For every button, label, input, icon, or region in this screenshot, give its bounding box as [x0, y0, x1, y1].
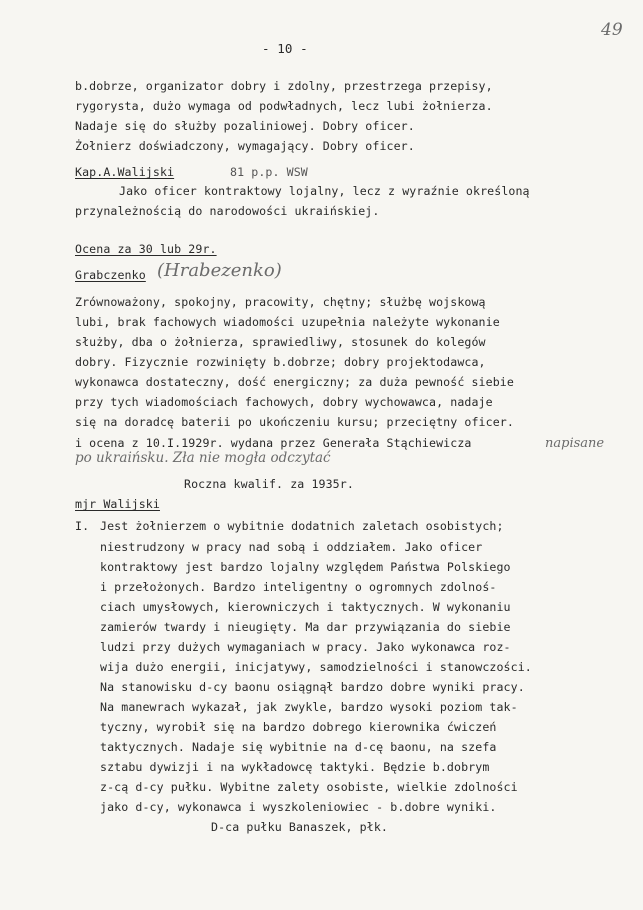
text-line: Na stanowisku d-cy baonu osiągnął bardzo dobre wyniki pracy. — [100, 680, 525, 694]
corner-page-mark: 49 — [601, 20, 623, 40]
annual-qualification-heading: Roczna kwalif. za 1935r. — [184, 477, 354, 491]
text-line: z-cą d-cy pułku. Wybitne zalety osobiste, wielkie zdolności — [100, 780, 518, 794]
handwritten-note: po ukraińsku. Zła nie mogła odczytać — [75, 450, 331, 466]
text-line: służby, dba o żołnierza, sprawiedliwy, stosunek do kolegów — [75, 335, 486, 349]
text-line: Na manewrach wykazał, jak zwykle, bardzo wysoki poziom tak- — [100, 700, 518, 714]
text-line: ludzi przy dużych wymaganiach w pracy. Jako wykonawca roz- — [100, 640, 511, 654]
grabczenko-handwritten-note: (Hrabezenko) — [157, 260, 282, 281]
text-line: ciach umysłowych, kierowniczych i taktycznych. W wykonaniu — [100, 600, 511, 614]
text-line: zamierów twardy i nieugięty. Ma dar przywiązania do siebie — [100, 620, 511, 634]
text-line: Jest żołnierzem o wybitnie dodatnich zaletach osobistych; — [100, 519, 504, 533]
text-line: wykonawca dostateczny, dość energiczny; za duża pewność siebie — [75, 375, 514, 389]
text-line: wija dużo energii, inicjatywy, samodzielności i stanowczości. — [100, 660, 532, 674]
page-number: - 10 - — [262, 41, 308, 56]
text-line: Żołnierz doświadczony, wymagający. Dobry oficer. — [75, 139, 415, 153]
kap-unit: 81 p.p. WSW — [230, 165, 308, 179]
text-line: taktycznych. Nadaje się wybitnie na d-cę baonu, na szefa — [100, 740, 497, 754]
kap-heading: Kap.A.Walijski — [75, 165, 175, 179]
item-number: I. — [75, 519, 90, 533]
text-line: przy tych wiadomościach fachowych, dobry wychowawca, nadaje — [75, 395, 493, 409]
text-line: dobry. Fizycznie rozwinięty b.dobrze; dobry projektodawca, — [75, 355, 486, 369]
text-line: i przełożonych. Bardzo inteligentny o ogromnych zdolnoś- — [100, 580, 497, 594]
text-line: przynależnością do narodowości ukraińskiej. — [75, 204, 380, 218]
handwritten-note: napisane — [545, 436, 605, 451]
text-line: jako d-cy, wykonawca i wyszkoleniowiec - b.dobre wyniki. — [100, 800, 497, 814]
text-line: Nadaje się do służby pozaliniowej. Dobry oficer. — [75, 119, 415, 133]
text-line: niestrudzony w pracy nad sobą i oddziałem. Jako oficer — [100, 540, 483, 554]
signature-line: D-ca pułku Banaszek, płk. — [211, 820, 389, 834]
text-line: Zrównoważony, spokojny, pracowity, chętny; służbę wojskową — [75, 295, 486, 309]
text-line: Jako oficer kontraktowy lojalny, lecz z wyraźnie określoną — [119, 184, 530, 198]
grabczenko-heading: Grabczenko — [75, 268, 146, 282]
text-line: kontraktowy jest bardzo lojalny względem Państwa Polskiego — [100, 560, 511, 574]
text-line: się na doradcę baterii po ukończeniu kursu; przeciętny oficer. — [75, 415, 514, 429]
text-line: b.dobrze, organizator dobry i zdolny, przestrzega przepisy, — [75, 79, 493, 93]
text-line: lubi, brak fachowych wiadomości uzupełnia należyte wykonanie — [75, 315, 500, 329]
mjr-heading: mjr Walijski — [75, 497, 160, 511]
text-line: i ocena z 10.I.1929r. wydana przez Generała Stąchiewicza — [75, 436, 472, 450]
ocena-heading: Ocena za 30 lub 29r. — [75, 242, 217, 256]
text-line: sztabu dywizji i na wykładowcę taktyki. Będzie b.dobrym — [100, 760, 490, 774]
text-line: rygorysta, dużo wymaga od podwładnych, lecz lubi żołnierza. — [75, 99, 493, 113]
text-line: tyczny, wyrobił się na bardzo dobrego kierownika ćwiczeń — [100, 720, 497, 734]
